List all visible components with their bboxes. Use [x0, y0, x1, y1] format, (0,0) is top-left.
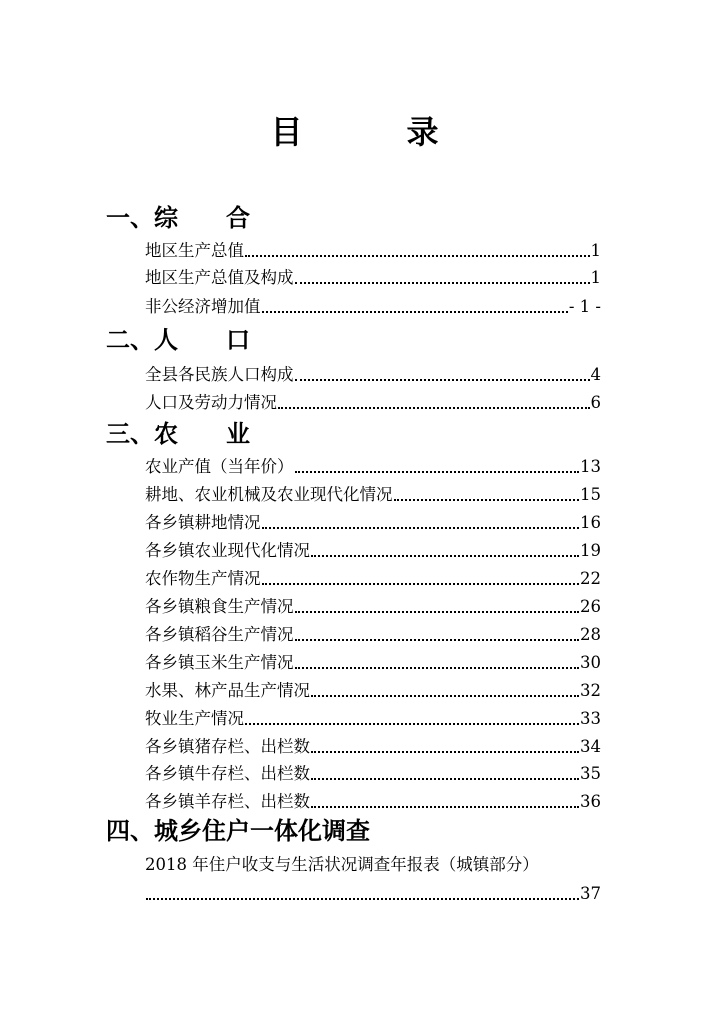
toc-entry[interactable]: [145, 680, 601, 702]
dot-leader: [262, 583, 580, 585]
dot-leader: [295, 471, 580, 473]
toc-entry-label: 各乡镇猪存栏、出栏数: [145, 737, 310, 756]
toc-entry-label: 非公经济增加值: [145, 297, 261, 316]
toc-entry-label: 各乡镇羊存栏、出栏数: [145, 792, 310, 811]
toc-entry-label: 各乡镇玉米生产情况: [145, 653, 294, 672]
dot-leader: [295, 379, 590, 381]
toc-entry-label: 2018 年住户收支与生活状况调查年报表（城镇部分）: [145, 855, 539, 874]
toc-entry[interactable]: [145, 763, 601, 785]
section-heading-population: 二、人 口: [106, 325, 250, 354]
toc-entry-page: 28: [580, 625, 601, 644]
page-title: 目 录: [270, 113, 475, 151]
dot-leader: [295, 611, 580, 613]
toc-entry-label: 各乡镇农业现代化情况: [145, 541, 310, 560]
dot-leader: [262, 527, 580, 529]
toc-entry-label: 地区生产总值: [145, 241, 244, 260]
dot-leader: [295, 639, 580, 641]
toc-entry-page: 4: [590, 365, 601, 384]
toc-entry-label: 农作物生产情况: [145, 569, 261, 588]
toc-entry-page: 1: [590, 268, 601, 287]
toc-entry-page: 34: [580, 737, 601, 756]
dot-leader: [146, 898, 579, 900]
toc-entry-page: 16: [580, 513, 601, 532]
dot-leader: [394, 499, 580, 501]
toc-entry-label: 耕地、农业机械及农业现代化情况: [145, 485, 393, 504]
toc-entry-page: 35: [580, 764, 601, 783]
toc-entry-label: 水果、林产品生产情况: [145, 681, 310, 700]
toc-entry-page: 30: [580, 653, 601, 672]
toc-entry[interactable]: [145, 392, 601, 414]
toc-entry[interactable]: [145, 267, 601, 289]
dot-leader: [311, 751, 579, 753]
toc-entry-page: 37: [580, 884, 601, 903]
dot-leader: [278, 407, 590, 409]
toc-entry-label: 地区生产总值及构成: [145, 268, 294, 287]
toc-entry[interactable]: [145, 484, 601, 506]
section-heading-household-survey: 四、城乡住户一体化调查: [106, 816, 370, 845]
dot-leader: [311, 695, 579, 697]
toc-entry[interactable]: [145, 624, 601, 646]
section-heading-agriculture: 三、农 业: [106, 419, 250, 448]
toc-entry[interactable]: [145, 596, 601, 618]
toc-entry[interactable]: [145, 568, 601, 590]
toc-entry[interactable]: [145, 240, 601, 262]
toc-entry-label: 农业产值（当年价）: [145, 457, 294, 476]
toc-entry[interactable]: [145, 364, 601, 386]
toc-entry-page: 1: [590, 241, 601, 260]
toc-entry-label: 全县各民族人口构成: [145, 365, 294, 384]
toc-entry-page: 36: [580, 792, 601, 811]
toc-entry[interactable]: [145, 854, 601, 905]
toc-entry[interactable]: [145, 708, 601, 730]
toc-entry[interactable]: [145, 736, 601, 758]
toc-entry-label: 各乡镇耕地情况: [145, 513, 261, 532]
toc-entry[interactable]: [145, 652, 601, 674]
toc-entry-page: 32: [580, 681, 601, 700]
toc-entry-label: 各乡镇粮食生产情况: [145, 597, 294, 616]
toc-entry-page: 15: [580, 485, 601, 504]
toc-entry-page: 22: [580, 569, 601, 588]
toc-entry-label: 牧业生产情况: [145, 709, 244, 728]
dot-leader: [311, 555, 579, 557]
section-heading-general: 一、综 合: [106, 203, 250, 232]
toc-entry-page: 13: [580, 457, 601, 476]
toc-entry-page: 19: [580, 541, 601, 560]
toc-entry-label: 人口及劳动力情况: [145, 393, 277, 412]
dot-leader: [245, 255, 590, 257]
toc-entry-continuation: [145, 883, 601, 905]
toc-entry-label: 各乡镇牛存栏、出栏数: [145, 764, 310, 783]
toc-entry[interactable]: [145, 512, 601, 534]
toc-entry-page: - 1 -: [568, 297, 601, 316]
dot-leader: [311, 778, 579, 780]
dot-leader: [295, 282, 590, 284]
dot-leader: [262, 311, 568, 313]
dot-leader: [245, 723, 579, 725]
toc-entry[interactable]: [145, 296, 601, 318]
dot-leader: [311, 806, 579, 808]
toc-entry[interactable]: [145, 791, 601, 813]
dot-leader: [295, 667, 580, 669]
toc-entry[interactable]: [145, 540, 601, 562]
toc-entry[interactable]: [145, 456, 601, 478]
toc-entry-page: 33: [580, 709, 601, 728]
toc-entry-page: 26: [580, 597, 601, 616]
toc-entry-label: 各乡镇稻谷生产情况: [145, 625, 294, 644]
toc-entry-page: 6: [590, 393, 601, 412]
